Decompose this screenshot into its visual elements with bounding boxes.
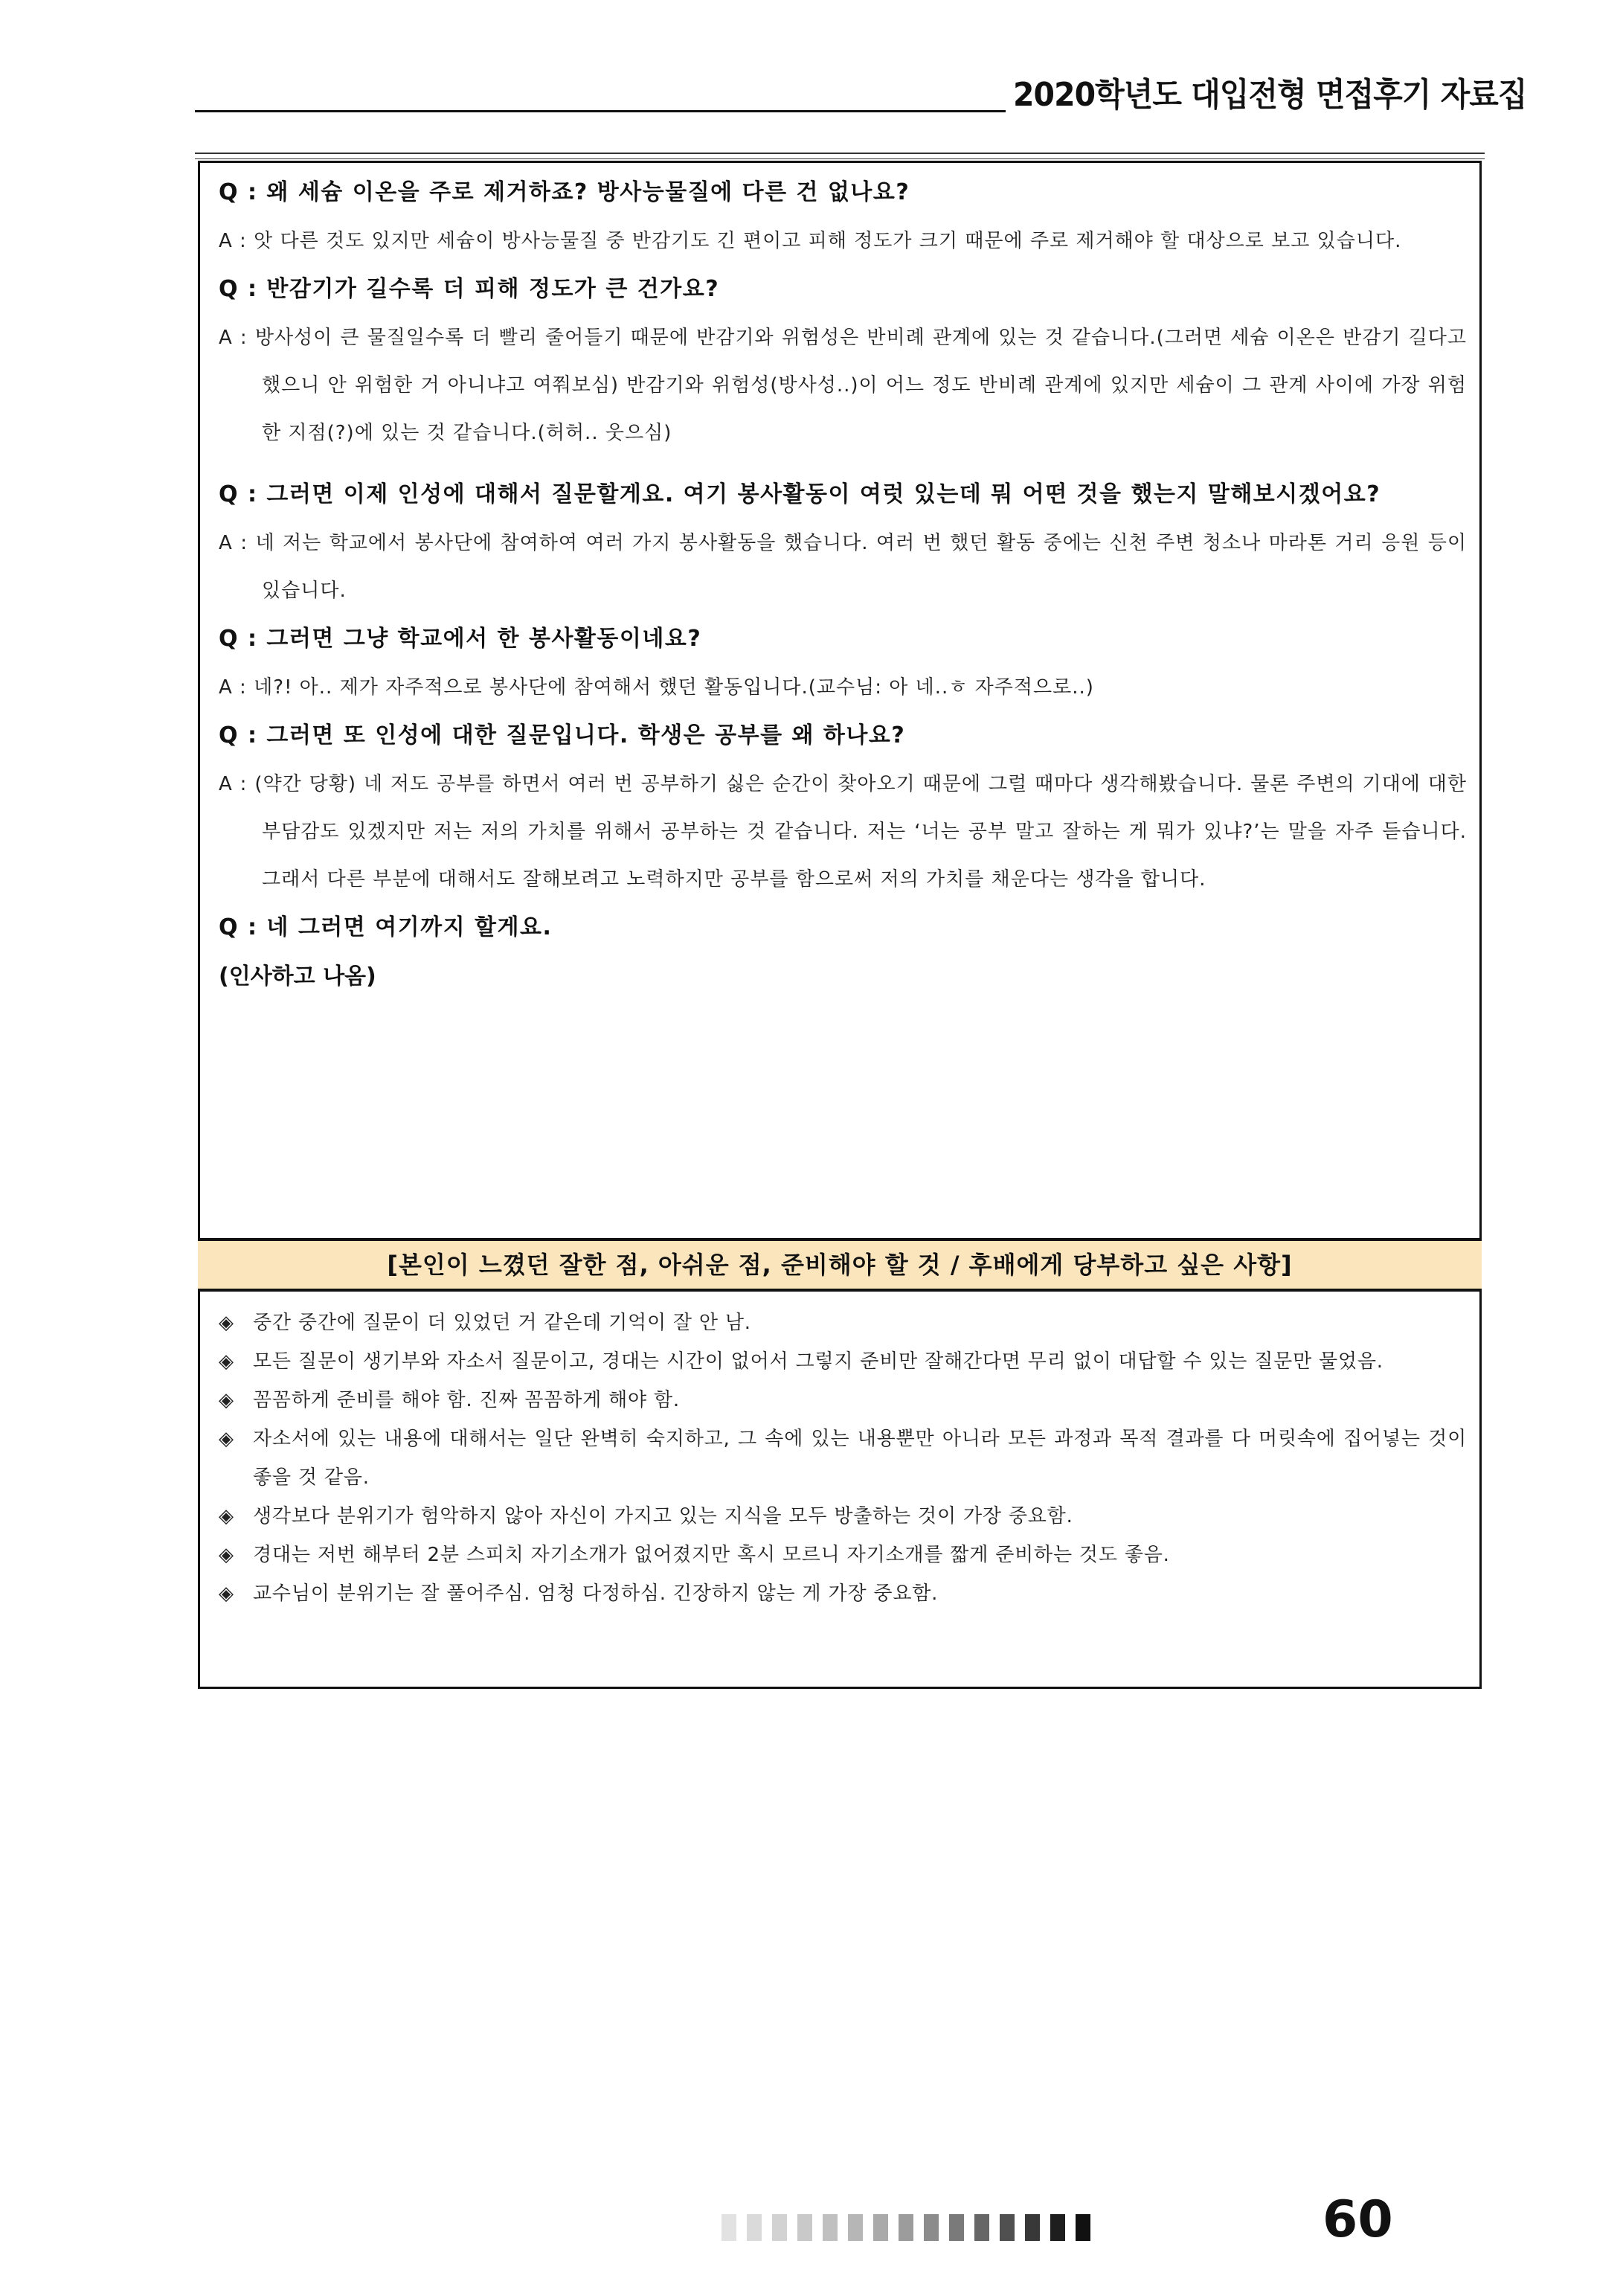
tip-item — [219, 1536, 1467, 1574]
diamond-bullet-icon: ◈ — [219, 1389, 234, 1411]
page-bar-segment — [1050, 2214, 1065, 2241]
header-rule — [195, 110, 1006, 112]
diamond-bullet-icon: ◈ — [219, 1428, 234, 1450]
tip-text: 교수님이 분위기는 잘 풀어주심. 엄청 다정하심. 긴장하지 않는 게 가장 중요함. — [253, 1582, 939, 1605]
page-indicator-bar — [721, 2208, 1090, 2241]
diamond-bullet-icon: ◈ — [219, 1312, 234, 1334]
tip-text: 꼼꼼하게 준비를 해야 함. 진짜 꼼꼼하게 해야 함. — [253, 1389, 680, 1411]
question: Q : 왜 세슘 이온을 주로 제거하죠? 방사능물질에 다른 건 없나요? — [219, 179, 910, 205]
page-bar-segment — [823, 2214, 838, 2241]
question: Q : 네 그러면 여기까지 할게요. — [219, 914, 553, 940]
page-bar-segment — [1076, 2214, 1090, 2241]
page-bar-segment — [974, 2214, 989, 2241]
tip-text: 생각보다 분위기가 험악하지 않아 자신이 가지고 있는 지식을 모두 방출하는 것이 가장 중요함. — [253, 1505, 1073, 1527]
tip-item — [219, 1574, 1467, 1613]
answer: A : 네?! 아.. 제가 자주적으로 봉사단에 참여해서 했던 활동입니다.(교수님: 아 네..ㅎ 자주적으로..) — [219, 676, 1094, 699]
section-header: [본인이 느꼈던 잘한 점, 아쉬운 점, 준비해야 할 것 / 후배에게 당부하고 싶은 사항] — [198, 1238, 1482, 1292]
answer: A : 네 저는 학교에서 봉사단에 참여하여 여러 가지 봉사활동을 했습니다. 여러 번 했던 활동 중에는 신천 주변 청소나 마라톤 거리 응원 등이 있습니다. — [219, 532, 1467, 602]
page-bar-segment — [772, 2214, 787, 2241]
question: Q : 그러면 또 인성에 대한 질문입니다. 학생은 공부를 왜 하나요? — [219, 722, 906, 748]
answer: A : 앗 다른 것도 있지만 세슘이 방사능물질 중 반감기도 긴 편이고 피해 정도가 크기 때문에 주로 제거해야 할 대상으로 보고 있습니다. — [219, 230, 1402, 252]
page-bar-segment — [1000, 2214, 1015, 2241]
page-bar-segment — [1025, 2214, 1040, 2241]
answer: A : 방사성이 큰 물질일수록 더 빨리 줄어들기 때문에 반감기와 위험성은 반비례 관계에 있는 것 같습니다.(그러면 세슘 이온은 반감기 길다고 했으니 안 위험한 거 아니냐고 여쭤보심) 반감기와 위험성(방사성..)이 어느 정도 반비례 관계에 있지만 세슘이 그 관계 사이에 가장 위험한 지점(?)에 있는 것 같습니다.(허허.. 웃으심) — [219, 327, 1467, 444]
page-bar-segment — [924, 2214, 939, 2241]
tip-item — [219, 1342, 1467, 1381]
tip-text: 중간 중간에 질문이 더 있었던 거 같은데 기억이 잘 안 남. — [253, 1312, 751, 1334]
question: Q : 그러면 그냥 학교에서 한 봉사활동이네요? — [219, 626, 702, 652]
page-bar-segment — [747, 2214, 762, 2241]
tip-item — [219, 1381, 1467, 1420]
tip-text: 모든 질문이 생기부와 자소서 질문이고, 경대는 시간이 없어서 그렇지 준비만 잘해간다면 무리 없이 대답할 수 있는 질문만 물었음. — [253, 1350, 1383, 1373]
tip-item — [219, 1497, 1467, 1536]
page-bar-segment — [721, 2214, 736, 2241]
tip-item — [219, 1303, 1467, 1342]
document-title: 2020학년도 대입전형 면접후기 자료집 — [1013, 76, 1527, 114]
tip-item — [219, 1420, 1467, 1497]
top-double-rule — [195, 153, 1485, 154]
page-bar-segment — [797, 2214, 812, 2241]
page-bar-segment — [873, 2214, 888, 2241]
tip-text: 자소서에 있는 내용에 대해서는 일단 완벽히 숙지하고, 그 속에 있는 내용뿐만 아니라 모든 과정과 목적 결과를 다 머릿속에 집어넣는 것이 좋을 것 같음. — [253, 1428, 1467, 1489]
page-bar-segment — [899, 2214, 913, 2241]
diamond-bullet-icon: ◈ — [219, 1544, 234, 1566]
diamond-bullet-icon: ◈ — [219, 1582, 234, 1605]
question: Q : 그러면 이제 인성에 대해서 질문할게요. 여기 봉사활동이 여럿 있는데 뭐 어떤 것을 했는지 말해보시겠어요? — [219, 481, 1381, 507]
page-bar-segment — [949, 2214, 964, 2241]
answer: A : (약간 당황) 네 저도 공부를 하면서 여러 번 공부하기 싫은 순간이 찾아오기 때문에 그럴 때마다 생각해봤습니다. 물론 주변의 기대에 대한 부담감도 있겠지만 저는 저의 가치를 위해서 공부하는 것 같습니다. 저는 ‘너는 공부 말고 잘하는 게 뭐가 있냐?’는 말을 자주 듣습니다. 그래서 다른 부분에 대해서도 잘해보려고 노력하지만 공부를 함으로써 저의 가치를 채운다는 생각을 합니다. — [219, 773, 1467, 891]
page-bar-segment — [848, 2214, 863, 2241]
page-number: 60 — [1322, 2190, 1393, 2249]
closing-note: (인사하고 나옴) — [219, 963, 376, 990]
tip-text: 경대는 저번 해부터 2분 스피치 자기소개가 없어졌지만 혹시 모르니 자기소개를 짧게 준비하는 것도 좋음. — [253, 1544, 1170, 1566]
question: Q : 반감기가 길수록 더 피해 정도가 큰 건가요? — [219, 276, 720, 302]
top-double-rule-thin — [195, 158, 1485, 159]
tips-list — [219, 1303, 1467, 1613]
qa-transcript — [219, 168, 1467, 1001]
diamond-bullet-icon: ◈ — [219, 1505, 234, 1527]
diamond-bullet-icon: ◈ — [219, 1350, 234, 1373]
